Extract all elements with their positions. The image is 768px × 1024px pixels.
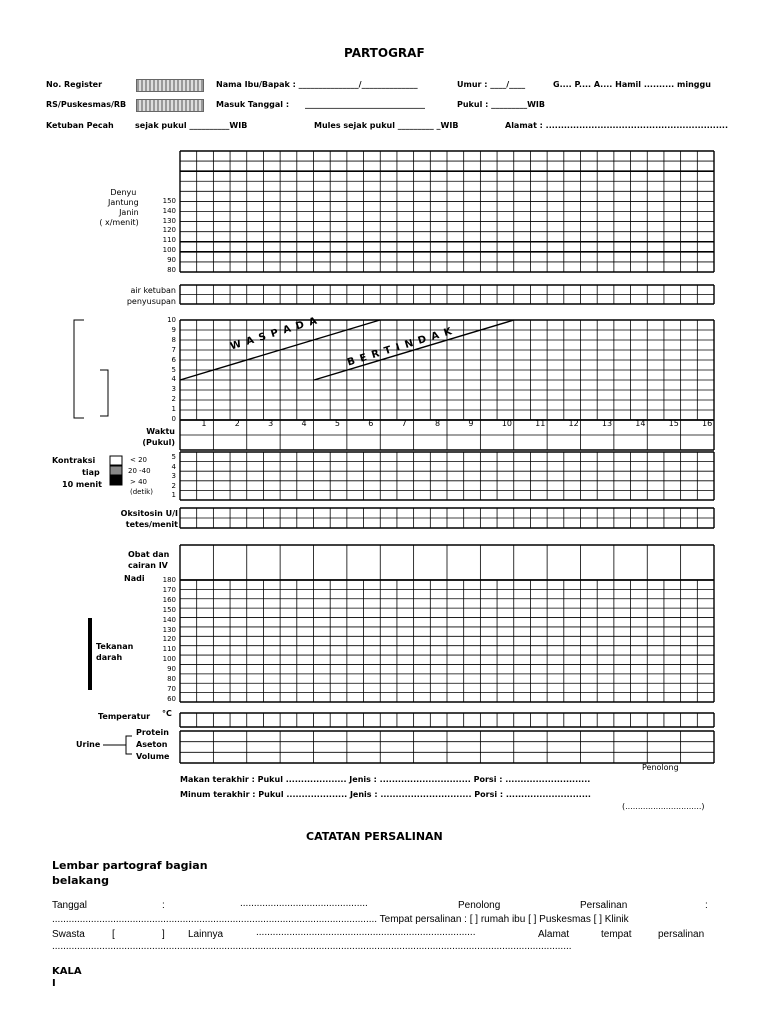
axis-tick: 110 (162, 236, 176, 245)
axis-tick: 6 (171, 355, 176, 364)
axis-tick: 8 (171, 335, 176, 344)
kala-label: KALA I (52, 966, 82, 989)
ketuban-label: Ketuban Pecah (46, 121, 114, 130)
penolong-label: Penolong (642, 763, 679, 772)
serviks-bracket (74, 320, 84, 418)
obat-label: Obat dan cairan IV (128, 550, 170, 570)
axis-tick: 110 (162, 645, 176, 654)
hour-label: 9 (468, 419, 474, 428)
axis-tick: 1 (171, 491, 176, 500)
waspada-label: W A S P A D A (229, 315, 320, 353)
no-register-label: No. Register (46, 80, 103, 89)
axis-tick: 180 (162, 576, 176, 584)
swasta-label: Swasta (52, 929, 85, 940)
legend-detik: (detik) (130, 488, 153, 496)
mules-label: Mules sejak pukul _________ _WIB (314, 121, 459, 130)
legend-lt20: < 20 (130, 456, 147, 464)
lainnya-check-open[interactable]: [ (112, 929, 115, 940)
signature-line: (..............................) (622, 802, 705, 811)
alamat-label: Alamat : ............................................................ (505, 121, 729, 130)
lembar-label: Lembar partograf bagian belakang (52, 859, 208, 887)
axis-tick: 170 (162, 585, 176, 594)
urine-rows: Protein Aseton Volume (136, 728, 170, 761)
axis-tick: 80 (167, 265, 176, 274)
masuk-tanggal-line: ______________________________ (305, 100, 425, 109)
temp-unit: °C (162, 709, 172, 718)
tempat-label: tempat (601, 929, 632, 940)
axis-tick: 100 (162, 246, 176, 254)
axis-tick: 140 (162, 206, 176, 215)
tanggal-label: Tanggal (52, 900, 88, 911)
axis-tick: 9 (171, 325, 176, 334)
hour-label: 14 (635, 419, 646, 428)
hour-label: 3 (268, 419, 274, 428)
axis-tick: 150 (162, 197, 176, 205)
axis-tick: 4 (171, 375, 176, 384)
bertindak-label: B E R T I N D A K (346, 325, 455, 369)
axis-tick: 3 (171, 385, 176, 394)
axis-tick: 100 (162, 655, 176, 664)
penolong-persalinan-label: Penolong (458, 900, 501, 911)
axis-tick: 70 (167, 684, 176, 693)
axis-tick: 160 (162, 595, 176, 604)
axis-tick: 140 (162, 615, 176, 624)
alamat-tempat-label: Alamat (538, 929, 570, 940)
oksitosin-label: Oksitosin U/I tetes/menit (120, 509, 178, 529)
tekanan-bar (88, 618, 92, 690)
axis-tick: 90 (167, 255, 176, 264)
masuk-tanggal-label: Masuk Tanggal : (216, 100, 290, 109)
axis-tick: 120 (162, 635, 176, 644)
hour-label: 13 (601, 419, 613, 428)
hour-label: 4 (301, 419, 307, 428)
axis-tick: 130 (162, 625, 176, 634)
hour-label: 6 (368, 419, 374, 428)
hour-label: 12 (568, 419, 579, 428)
axis-tick: 4 (171, 462, 176, 471)
axis-tick: 130 (162, 216, 176, 225)
hour-label: 5 (334, 419, 340, 428)
umur-label: Umur : ____/____ (457, 80, 526, 89)
turun-kepala-bracket (100, 370, 108, 416)
waktu-label: Waktu (Pukul) (142, 427, 175, 447)
legend-gt40: > 40 (130, 478, 147, 486)
hour-label: 2 (234, 419, 240, 428)
djj-label: Denyu Jantung Janin ( x/menit) (99, 188, 139, 227)
alamat-field[interactable]: ........................................................................................................................................................................................... (52, 941, 572, 952)
axis-tick: 80 (167, 675, 176, 683)
page-title: PARTOGRAF (344, 46, 425, 60)
axis-tick: 90 (167, 665, 176, 674)
axis-tick: 2 (171, 481, 176, 490)
catatan-title: CATATAN PERSALINAN (306, 830, 443, 843)
persalinan-word: persalinan (658, 929, 705, 940)
axis-tick: 2 (171, 395, 176, 404)
hour-label: 7 (401, 419, 407, 428)
axis-tick: 3 (171, 472, 176, 481)
axis-tick: 5 (171, 365, 176, 374)
hour-label: 8 (435, 419, 441, 428)
nadi-label: Nadi (124, 574, 145, 583)
sejak-pukul-label: sejak pukul __________WIB (135, 121, 248, 130)
axis-tick: 1 (171, 405, 176, 414)
hour-label: 1 (201, 419, 207, 428)
air-ketuban-label: air ketuban penyusupan (126, 286, 176, 306)
lainnya-label: Lainnya (188, 929, 224, 940)
tanggal-colon: : (162, 900, 165, 911)
tekanan-label: Tekanan darah (96, 642, 134, 662)
axis-tick: 150 (162, 605, 176, 614)
axis-tick: 7 (171, 345, 176, 354)
minum-terakhir: Minum terakhir : Pukul .................... Jenis : .............................. Porsi : ............................ (180, 790, 591, 799)
axis-tick: 60 (167, 694, 176, 703)
lainnya-check-close: ] (162, 929, 165, 940)
axis-tick: 120 (162, 226, 176, 235)
rs-label: RS/Puskesmas/RB (46, 100, 127, 109)
hour-label: 16 (702, 419, 713, 428)
hour-label: 10 (501, 419, 512, 428)
penolong-colon: : (705, 900, 708, 911)
axis-tick: 0 (171, 415, 176, 423)
axis-tick: 5 (171, 453, 176, 461)
nama-ibu-label: Nama Ibu/Bapak : _______________/______________ (216, 80, 418, 89)
kontraksi-label: Kontraksi tiap 10 menit (52, 456, 102, 489)
legend-20-40: 20 -40 (128, 467, 151, 475)
hour-label: 15 (668, 419, 679, 428)
tanggal-field[interactable]: .............................................. (240, 898, 368, 909)
urine-label: Urine (76, 740, 101, 749)
hour-label: 11 (535, 419, 546, 428)
tempat-persalinan-line: ..................................................................................................................... Tempat persalinan : [ ] rumah ibu [ ] Puskesmas [ ] Klinik (52, 914, 629, 925)
persalinan-label: Persalinan (580, 900, 628, 911)
axis-tick: 10 (167, 316, 176, 324)
makan-terakhir: Makan terakhir : Pukul .................... Jenis : .............................. Porsi : ............................ (180, 775, 591, 784)
gpa-label: G.... P.... A.... Hamil .......... minggu (553, 80, 711, 89)
temperatur-label: Temperatur (98, 712, 151, 721)
pukul-label: Pukul : _________WIB (457, 100, 545, 109)
lainnya-field[interactable]: ............................................................................... (256, 927, 476, 938)
